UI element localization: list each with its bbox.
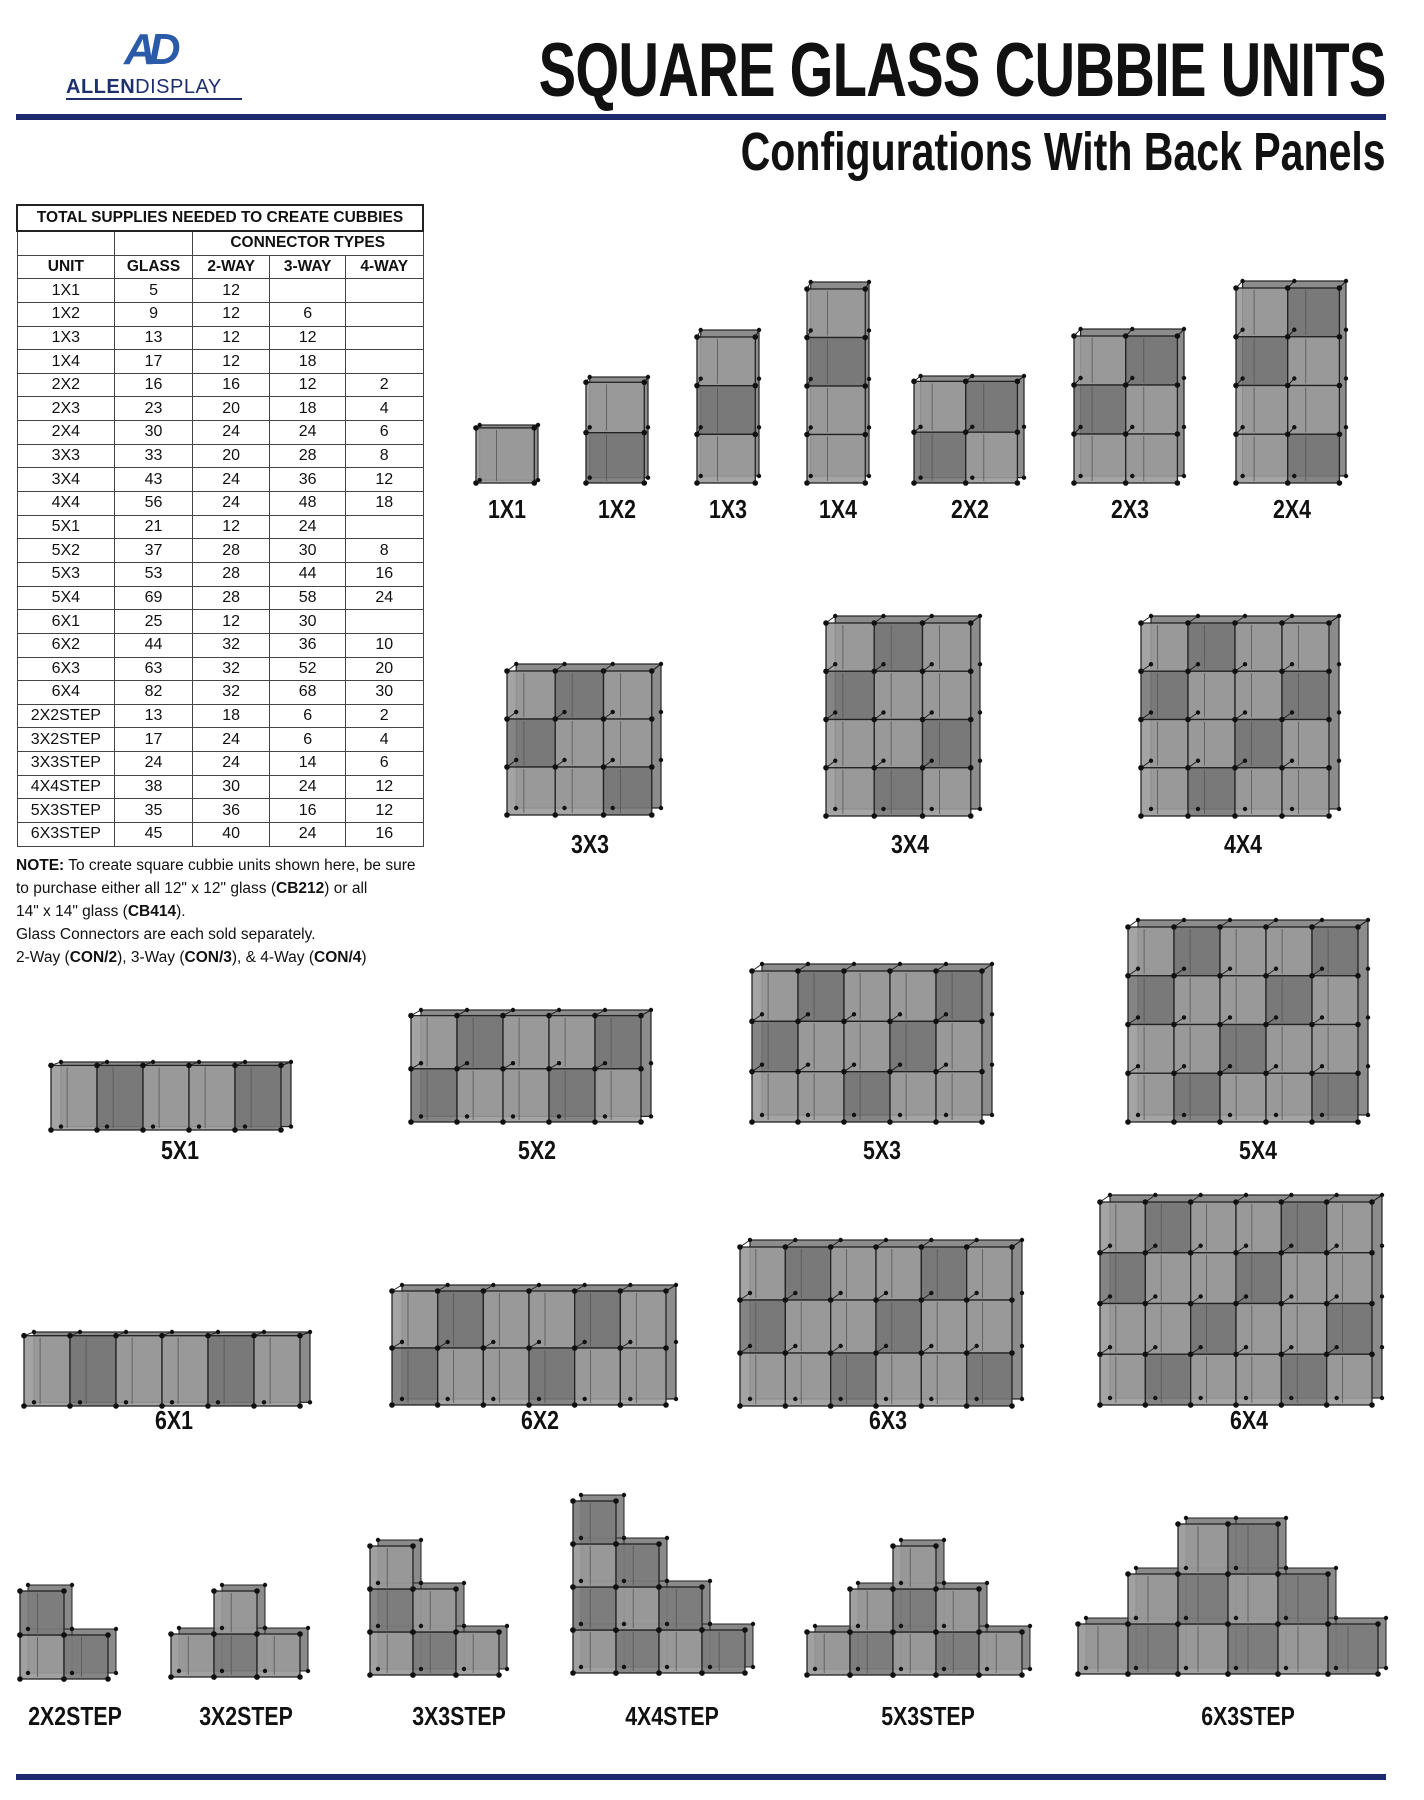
table-cell: 24 [115, 752, 193, 776]
table-blank-cell [17, 231, 115, 255]
table-cell: 17 [115, 350, 193, 374]
column-header: 4-WAY [345, 255, 423, 279]
cubbie-illustration [1078, 1518, 1386, 1674]
cubbie-frame [408, 1008, 653, 1125]
table-row [17, 279, 423, 303]
table-cell: 12 [192, 350, 270, 374]
table-cell: 4X4 [17, 492, 115, 516]
cubbie-frame [17, 1583, 118, 1682]
table-cell: 2 [345, 373, 423, 397]
table-cell [345, 610, 423, 634]
table-cell: 8 [345, 444, 423, 468]
table-row [17, 775, 423, 799]
table-row [17, 515, 423, 539]
table-cell: 1X3 [17, 326, 115, 350]
cubbie-unit-label: 2X3 [1111, 494, 1149, 524]
cubbie-unit-label: 2X4 [1273, 494, 1311, 524]
cubbie-unit-label: 5X3STEP [881, 1701, 975, 1731]
note-line: to purchase either all 12" x 12" glass (CB212) or all [16, 880, 368, 897]
table-cell: 2X3 [17, 397, 115, 421]
table-cell: 30 [345, 681, 423, 705]
table-cell: 53 [115, 562, 193, 586]
cubbie-illustration [476, 425, 538, 483]
supplies-table-body [17, 279, 423, 846]
table-cell: 6 [345, 421, 423, 445]
table-cell [345, 279, 423, 303]
table-row [17, 492, 423, 516]
column-header: 2-WAY [192, 255, 270, 279]
table-cell: 24 [270, 823, 346, 847]
table-cell: 16 [270, 799, 346, 823]
table-cell: 13 [115, 326, 193, 350]
table-row [17, 799, 423, 823]
table-cell: 82 [115, 681, 193, 705]
table-cell: 6 [270, 302, 346, 326]
table-cell: 18 [345, 492, 423, 516]
logo-mark: AD [124, 25, 174, 74]
logo-wordmark: ALLENDISPLAY [66, 76, 222, 98]
cubbie-illustration [20, 1585, 116, 1679]
table-cell: 25 [115, 610, 193, 634]
table-cell [345, 302, 423, 326]
cubbie-unit-label: 6X4 [1230, 1405, 1268, 1435]
table-cell [345, 326, 423, 350]
table-cell: 2X2 [17, 373, 115, 397]
column-header: GLASS [115, 255, 193, 279]
cubbie-illustration [807, 282, 869, 483]
table-cell: 12 [192, 279, 270, 303]
supplies-table [16, 204, 424, 847]
table-cell: 24 [192, 468, 270, 492]
table-cell: 10 [345, 633, 423, 657]
cubbie-unit-label: 6X3STEP [1201, 1701, 1295, 1731]
table-row [17, 704, 423, 728]
table-cell: 12 [345, 775, 423, 799]
cubbie-unit-label: 3X3STEP [412, 1701, 506, 1731]
table-cell: 17 [115, 728, 193, 752]
table-row [17, 681, 423, 705]
table-row [17, 326, 423, 350]
table-row [17, 752, 423, 776]
table-cell: 6 [270, 704, 346, 728]
table-cell: 28 [270, 444, 346, 468]
cubbie-illustration [740, 1240, 1022, 1406]
table-cell: 12 [345, 468, 423, 492]
note-line: Glass Connectors are each sold separately. [16, 926, 316, 943]
table-cell: 12 [192, 610, 270, 634]
cubbie-unit-label: 6X1 [155, 1405, 193, 1435]
cubbie-illustration [1074, 329, 1184, 483]
table-cell: 5 [115, 279, 193, 303]
table-row [17, 373, 423, 397]
table-row [17, 468, 423, 492]
table-cell: 13 [115, 704, 193, 728]
table-caption: TOTAL SUPPLIES NEEDED TO CREATE CUBBIES [17, 205, 423, 231]
cubbie-frame [694, 328, 761, 486]
table-cell: 2X2STEP [17, 704, 115, 728]
purchase-note [16, 854, 436, 969]
table-cell: 9 [115, 302, 193, 326]
table-cell: 37 [115, 539, 193, 563]
table-cell: 18 [192, 704, 270, 728]
table-cell: 12 [192, 302, 270, 326]
table-cell: 12 [192, 515, 270, 539]
cubbie-frame [823, 614, 982, 819]
cubbie-illustration [24, 1332, 310, 1406]
table-row [17, 728, 423, 752]
footer-divider [16, 1774, 1386, 1780]
table-cell: 5X3 [17, 562, 115, 586]
table-cell: 12 [192, 326, 270, 350]
cubbie-frame [367, 1538, 509, 1678]
table-cell: 4X4STEP [17, 775, 115, 799]
table-cell: 20 [345, 657, 423, 681]
table-cell: 24 [270, 515, 346, 539]
table-cell: 38 [115, 775, 193, 799]
cubbie-unit-label: 6X2 [521, 1405, 559, 1435]
cubbie-unit-label: 3X3 [571, 829, 609, 859]
table-cell: 40 [192, 823, 270, 847]
table-row [17, 539, 423, 563]
table-cell: 32 [192, 633, 270, 657]
cubbie-illustration [586, 377, 648, 483]
table-cell: 30 [192, 775, 270, 799]
cubbie-unit-label: 3X2STEP [199, 1701, 293, 1731]
column-header: UNIT [17, 255, 115, 279]
cubbie-unit-label: 1X1 [488, 494, 526, 524]
table-cell: 36 [192, 799, 270, 823]
cubbie-illustration [411, 1010, 651, 1122]
table-cell: 3X3 [17, 444, 115, 468]
table-row [17, 350, 423, 374]
cubbie-illustration [573, 1495, 753, 1673]
cubbie-illustration [826, 616, 980, 816]
table-cell: 28 [192, 562, 270, 586]
table-cell: 4 [345, 728, 423, 752]
table-cell: 30 [115, 421, 193, 445]
table-cell: 14 [270, 752, 346, 776]
table-cell: 43 [115, 468, 193, 492]
cubbie-illustration [392, 1285, 676, 1405]
cubbie-frame [804, 1538, 1032, 1678]
table-cell: 16 [345, 562, 423, 586]
table-cell: 24 [192, 752, 270, 776]
table-cell: 6X3STEP [17, 823, 115, 847]
cubbie-frame [911, 374, 1026, 486]
cubbie-unit-label: 1X2 [598, 494, 636, 524]
table-cell: 6 [345, 752, 423, 776]
cubbie-frame [1125, 918, 1370, 1125]
table-cell: 36 [270, 633, 346, 657]
table-cell: 3X3STEP [17, 752, 115, 776]
cubbie-unit-label: 2X2 [951, 494, 989, 524]
table-cell: 44 [115, 633, 193, 657]
table-row [17, 302, 423, 326]
cubbie-frame [21, 1330, 312, 1409]
table-cell: 16 [345, 823, 423, 847]
cubbie-illustration [752, 964, 992, 1122]
table-cell: 24 [192, 421, 270, 445]
table-cell: 63 [115, 657, 193, 681]
cubbie-unit-label: 5X4 [1239, 1135, 1277, 1165]
cubbie-unit-label: 4X4 [1224, 829, 1262, 859]
table-cell: 24 [192, 728, 270, 752]
cubbie-unit-label: 5X2 [518, 1135, 556, 1165]
cubbie-illustration [1236, 281, 1346, 483]
table-cell: 36 [270, 468, 346, 492]
table-cell [270, 279, 346, 303]
cubbie-unit-label: 6X3 [869, 1405, 907, 1435]
cubbie-frame [749, 962, 994, 1125]
cubbie-illustration [51, 1062, 291, 1130]
cubbie-frame [1138, 614, 1341, 819]
table-cell: 68 [270, 681, 346, 705]
cubbie-illustration [171, 1585, 308, 1677]
table-cell: 33 [115, 444, 193, 468]
table-cell: 5X4 [17, 586, 115, 610]
cubbie-illustration [507, 664, 661, 815]
table-cell: 2 [345, 704, 423, 728]
table-cell: 52 [270, 657, 346, 681]
table-cell: 24 [192, 492, 270, 516]
cubbie-frame [1071, 327, 1186, 486]
cubbie-unit-label: 1X3 [709, 494, 747, 524]
table-cell: 28 [192, 586, 270, 610]
table-cell: 44 [270, 562, 346, 586]
table-cell: 18 [270, 397, 346, 421]
table-row [17, 444, 423, 468]
cubbie-unit-label: 1X4 [819, 494, 857, 524]
table-row [17, 397, 423, 421]
table-cell: 6X4 [17, 681, 115, 705]
cubbie-frame [583, 375, 650, 486]
cubbie-frame [804, 280, 871, 486]
cubbie-frame [389, 1283, 678, 1408]
table-cell: 1X1 [17, 279, 115, 303]
cubbie-frame [473, 423, 540, 486]
cubbie-illustration [1141, 616, 1339, 816]
page-title: SQUARE GLASS CUBBIE UNITS [538, 28, 1386, 113]
table-cell: 20 [192, 444, 270, 468]
table-cell [345, 350, 423, 374]
cubbie-illustration [807, 1540, 1030, 1675]
cubbie-illustration [1100, 1195, 1382, 1405]
table-cell: 45 [115, 823, 193, 847]
table-cell: 24 [345, 586, 423, 610]
table-row [17, 586, 423, 610]
table-cell: 48 [270, 492, 346, 516]
cubbie-frame [1075, 1516, 1388, 1677]
cubbie-illustration [697, 330, 759, 483]
cubbie-illustration [370, 1540, 507, 1675]
cubbie-frame [737, 1238, 1024, 1409]
table-cell: 18 [270, 350, 346, 374]
table-cell [345, 515, 423, 539]
cubbie-unit-label: 5X3 [863, 1135, 901, 1165]
cubbie-frame [570, 1493, 755, 1676]
table-cell: 58 [270, 586, 346, 610]
table-cell: 24 [270, 775, 346, 799]
connector-types-header: CONNECTOR TYPES [192, 231, 423, 255]
table-row [17, 823, 423, 847]
table-row [17, 633, 423, 657]
logo-underline [66, 98, 242, 100]
table-row [17, 657, 423, 681]
column-header: 3-WAY [270, 255, 346, 279]
note-line: 2-Way (CON/2), 3-Way (CON/3), & 4-Way (CON/4) [16, 949, 367, 966]
page-subtitle: Configurations With Back Panels [741, 122, 1386, 182]
table-cell: 30 [270, 610, 346, 634]
table-cell: 6X2 [17, 633, 115, 657]
table-cell: 3X4 [17, 468, 115, 492]
table-cell: 6X1 [17, 610, 115, 634]
note-line: NOTE: To create square cubbie units shown here, be sure [16, 857, 416, 874]
table-cell: 28 [192, 539, 270, 563]
cubbie-unit-label: 5X1 [161, 1135, 199, 1165]
table-row [17, 562, 423, 586]
table-cell: 30 [270, 539, 346, 563]
table-cell: 12 [270, 326, 346, 350]
table-cell: 23 [115, 397, 193, 421]
cubbie-unit-label: 4X4STEP [625, 1701, 719, 1731]
table-blank-cell [115, 231, 193, 255]
table-cell: 32 [192, 681, 270, 705]
table-cell: 3X2STEP [17, 728, 115, 752]
allen-display-logo [66, 25, 256, 103]
table-cell: 1X4 [17, 350, 115, 374]
cubbie-frame [168, 1583, 310, 1680]
table-cell: 5X2 [17, 539, 115, 563]
table-cell: 2X4 [17, 421, 115, 445]
cubbie-illustration [1128, 920, 1368, 1122]
table-cell: 12 [270, 373, 346, 397]
table-cell: 5X1 [17, 515, 115, 539]
table-cell: 21 [115, 515, 193, 539]
table-cell: 8 [345, 539, 423, 563]
table-cell: 56 [115, 492, 193, 516]
table-cell: 69 [115, 586, 193, 610]
table-cell: 5X3STEP [17, 799, 115, 823]
cubbie-frame [1233, 279, 1348, 486]
table-cell: 16 [192, 373, 270, 397]
table-cell: 6 [270, 728, 346, 752]
table-cell: 24 [270, 421, 346, 445]
note-line: 14" x 14" glass (CB414). [16, 903, 186, 920]
table-cell: 6X3 [17, 657, 115, 681]
cubbie-frame [48, 1060, 293, 1133]
cubbie-frame [504, 662, 663, 818]
table-cell: 20 [192, 397, 270, 421]
cubbie-unit-label: 2X2STEP [28, 1701, 122, 1731]
table-cell: 35 [115, 799, 193, 823]
cubbie-illustration [914, 376, 1024, 483]
cubbie-frame [1097, 1193, 1384, 1408]
cubbie-unit-label: 3X4 [891, 829, 929, 859]
table-cell: 4 [345, 397, 423, 421]
table-cell: 1X2 [17, 302, 115, 326]
table-row [17, 421, 423, 445]
table-cell: 32 [192, 657, 270, 681]
table-row [17, 610, 423, 634]
table-cell: 16 [115, 373, 193, 397]
table-cell: 12 [345, 799, 423, 823]
